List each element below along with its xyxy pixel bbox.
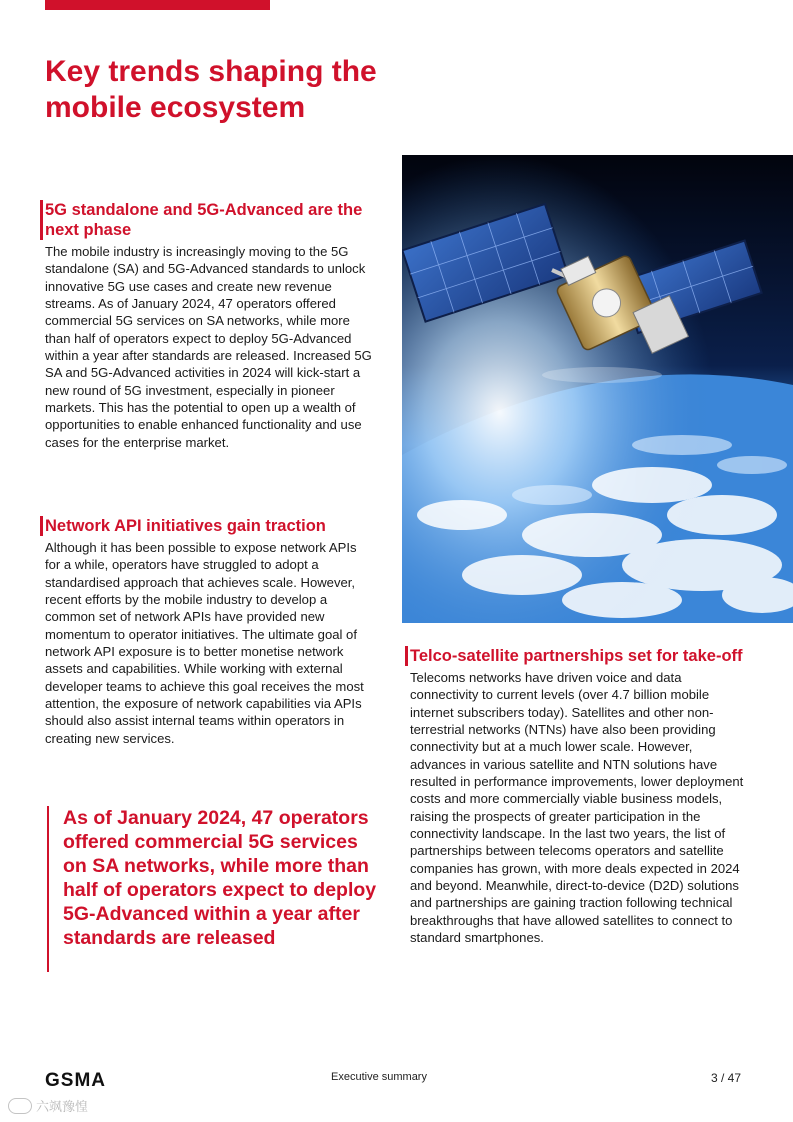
page-title: Key trends shaping the mobile ecosystem	[45, 55, 377, 124]
watermark-text: 六飒豫惶	[36, 1099, 89, 1114]
section-body: The mobile industry is increasingly moving to the 5G standalone (SA) and 5G-Advanced standards to unlock innovative 5G use cases and create new revenue streams. As of January 2024, 47 operators offered commercial 5G services on SA networks, while more than half of operators expect to deploy 5G-Advanced within a year after standards are released. Increased 5G SA and 5G-Advanced activities in 2024 will kick-start a new round of 5G investment, especially in pioneer markets. This has the potential to open up a wealth of opportunities to enable enhanced functionality and use cases for the enterprise market.	[45, 244, 372, 450]
section-heading: 5G standalone and 5G-Advanced are the next phase	[40, 200, 374, 240]
pull-quote-text: As of January 2024, 47 operators offered commercial 5G services on SA networks, while more than half of operators expect to deploy 5G-Advanced within a year after standards are released	[63, 807, 377, 949]
watermark-logo-icon	[8, 1098, 32, 1114]
section-telco-satellite	[405, 646, 750, 947]
watermark	[8, 1096, 88, 1115]
section-body: Telecoms networks have driven voice and data connectivity to current levels (over 4.7 billion mobile internet subscribers today). Satellites and other non-terrestrial networks (NTNs) have also been providing connectivity but at a much lower scale. However, advances in various satellite and NTN solutions have resulted in performance improvements, lower deployment costs and more commercially viable business models, raising the prospects of greater participation in the connectivity landscape. In the last two years, the list of partnerships between telecoms operators and satellite companies has grown, with more deals expected in 2024 and beyond. Meanwhile, direct-to-device (D2D) solutions and partnerships are gaining traction following technical breakthroughs that have allowed satellites to connect to standard smartphones.	[410, 670, 744, 946]
section-heading: Telco-satellite partnerships set for take-off	[405, 646, 750, 666]
satellite-earth-photo	[402, 155, 793, 623]
gsma-logo: GSMA	[45, 1070, 106, 1091]
footer-section-label: Executive summary	[331, 1071, 427, 1083]
section-5g-standalone	[40, 200, 374, 451]
top-accent-bar	[45, 0, 270, 10]
satellite-illustration	[402, 155, 793, 623]
section-heading: Network API initiatives gain traction	[40, 516, 374, 536]
section-network-api	[40, 516, 374, 747]
page-number: 3 / 47	[711, 1071, 742, 1085]
section-body: Although it has been possible to expose network APIs for a while, operators have struggled to adopt a standardised approach that achieves scale. However, recent efforts by the mobile industry to develop a common set of network APIs have provided new momentum to operator initiatives. The ultimate goal of network API exposure is to better monetise network assets and capabilities. While working with external developer teams to achieve this goal receives the most attention, the exposure of network capabilities via APIs should also assist internal teams within operators in creating new services.	[45, 540, 364, 746]
pull-quote	[47, 806, 377, 972]
